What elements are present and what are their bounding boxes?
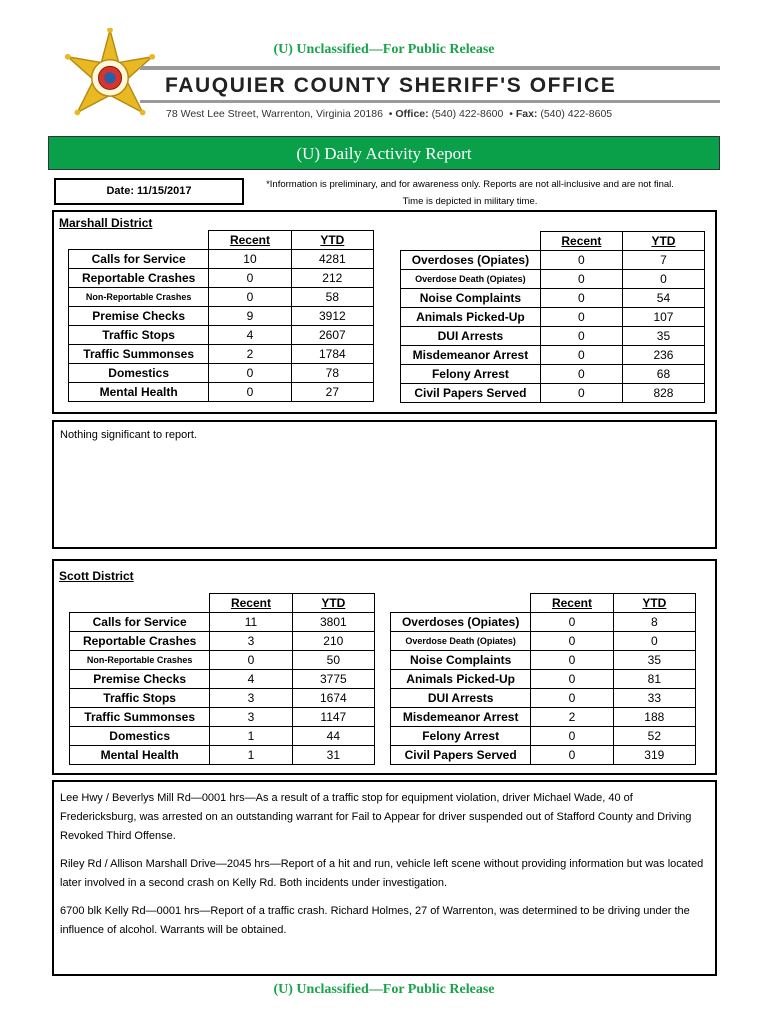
stat-ytd: 35 — [622, 327, 704, 346]
recent-header: Recent — [540, 232, 622, 251]
stat-label: Traffic Stops — [69, 326, 209, 345]
stat-recent: 3 — [210, 632, 292, 651]
header-rule-bottom — [140, 100, 720, 103]
stat-label: Overdoses (Opiates) — [391, 613, 531, 632]
stat-recent: 0 — [209, 269, 291, 288]
stat-recent: 0 — [540, 270, 622, 289]
table-row — [391, 670, 696, 689]
office-label: Office: — [395, 108, 429, 120]
table-row — [401, 308, 705, 327]
header-blank-cell — [70, 594, 210, 613]
stat-recent: 0 — [209, 288, 291, 307]
stat-recent: 0 — [540, 327, 622, 346]
recent-header: Recent — [531, 594, 613, 613]
disclaimer — [240, 176, 700, 210]
stat-recent: 1 — [210, 727, 292, 746]
stat-ytd: 1674 — [292, 689, 374, 708]
header-blank-cell — [69, 231, 209, 250]
table-row — [69, 250, 374, 269]
stat-recent: 0 — [540, 346, 622, 365]
stat-ytd: 2607 — [291, 326, 373, 345]
table-row — [69, 364, 374, 383]
stat-ytd: 7 — [622, 251, 704, 270]
stat-label: Civil Papers Served — [401, 384, 541, 403]
stat-label: Misdemeanor Arrest — [401, 346, 541, 365]
stat-ytd: 1784 — [291, 345, 373, 364]
sheriff-star-badge-icon — [62, 28, 158, 124]
stat-label: Traffic Summonses — [70, 708, 210, 727]
stat-recent: 0 — [531, 689, 613, 708]
scott-left-table — [69, 593, 375, 765]
table-row — [401, 251, 705, 270]
office-phone: (540) 422-8600 — [431, 108, 504, 120]
stat-ytd: 31 — [292, 746, 374, 765]
district-name: Marshall District — [59, 216, 153, 230]
stat-ytd: 68 — [622, 365, 704, 384]
stat-ytd: 44 — [292, 727, 374, 746]
table-row — [391, 632, 696, 651]
stat-ytd: 27 — [291, 383, 373, 402]
table-row — [391, 727, 696, 746]
stat-recent: 0 — [531, 613, 613, 632]
header-blank-cell — [391, 594, 531, 613]
stat-ytd: 35 — [613, 651, 695, 670]
marshall-right-table — [400, 231, 705, 403]
table-row — [70, 670, 375, 689]
stat-ytd: 4281 — [291, 250, 373, 269]
ytd-header: YTD — [622, 232, 704, 251]
table-row — [70, 613, 375, 632]
stat-recent: 0 — [540, 308, 622, 327]
stat-recent: 0 — [531, 727, 613, 746]
address: 78 West Lee Street, Warrenton, Virginia 20186 — [166, 108, 383, 120]
stat-ytd: 8 — [613, 613, 695, 632]
stat-ytd: 107 — [622, 308, 704, 327]
table-row — [391, 708, 696, 727]
stat-ytd: 50 — [292, 651, 374, 670]
stat-ytd: 58 — [291, 288, 373, 307]
stat-ytd: 52 — [613, 727, 695, 746]
stat-ytd: 212 — [291, 269, 373, 288]
stat-label: Overdose Death (Opiates) — [401, 270, 541, 289]
classification-top: (U) Unclassified—For Public Release — [273, 42, 495, 57]
scott-right-table — [390, 593, 696, 765]
stat-label: Premise Checks — [70, 670, 210, 689]
ytd-header: YTD — [613, 594, 695, 613]
marshall-narrative — [60, 426, 710, 454]
stat-recent: 0 — [210, 651, 292, 670]
stat-ytd: 236 — [622, 346, 704, 365]
table-row — [391, 746, 696, 765]
stat-recent: 0 — [540, 251, 622, 270]
table-row — [391, 613, 696, 632]
report-date: Date: 11/15/2017 — [54, 178, 244, 205]
stat-label: Traffic Stops — [70, 689, 210, 708]
stat-ytd: 1147 — [292, 708, 374, 727]
classification-bottom: (U) Unclassified—For Public Release — [273, 982, 495, 997]
table-header-row — [70, 594, 375, 613]
marshall-narrative-panel — [52, 420, 717, 549]
stat-label: Non-Reportable Crashes — [69, 288, 209, 307]
table-row — [69, 269, 374, 288]
table-row — [401, 327, 705, 346]
table-row — [69, 345, 374, 364]
table-row — [70, 746, 375, 765]
stat-ytd: 78 — [291, 364, 373, 383]
scott-stats-panel — [52, 559, 717, 775]
stat-recent: 10 — [209, 250, 291, 269]
stat-label: Noise Complaints — [391, 651, 531, 670]
stat-ytd: 33 — [613, 689, 695, 708]
table-row — [401, 270, 705, 289]
table-row — [401, 346, 705, 365]
stat-label: Felony Arrest — [391, 727, 531, 746]
recent-header: Recent — [209, 231, 291, 250]
ytd-header: YTD — [291, 231, 373, 250]
table-row — [70, 651, 375, 670]
table-row — [70, 708, 375, 727]
table-header-row — [401, 232, 705, 251]
stat-ytd: 3775 — [292, 670, 374, 689]
narrative-paragraph: Riley Rd / Allison Marshall Drive—2045 hrs—Report of a hit and run, vehicle left scene without providing information but was located later involved in a second crash on Kelly Rd. Both incidents under investigation. — [60, 858, 704, 889]
stat-label: DUI Arrests — [401, 327, 541, 346]
table-row — [69, 288, 374, 307]
table-row — [69, 307, 374, 326]
stat-label: Overdoses (Opiates) — [401, 251, 541, 270]
stat-ytd: 54 — [622, 289, 704, 308]
stat-label: Calls for Service — [70, 613, 210, 632]
org-name: FAUQUIER COUNTY SHERIFF'S OFFICE — [165, 74, 617, 97]
table-row — [70, 632, 375, 651]
stat-recent: 3 — [210, 689, 292, 708]
org-address-line: 78 West Lee Street, Warrenton, Virginia 20186 • Office: (540) 422-8600 • Fax: (540) 422-8605 — [166, 108, 613, 120]
table-row — [401, 365, 705, 384]
stat-recent: 0 — [209, 383, 291, 402]
stat-label: Domestics — [70, 727, 210, 746]
stat-label: Traffic Summonses — [69, 345, 209, 364]
stat-label: Animals Picked-Up — [391, 670, 531, 689]
header-blank-cell — [401, 232, 541, 251]
stat-label: Reportable Crashes — [70, 632, 210, 651]
narrative-paragraph: Nothing significant to report. — [60, 429, 197, 441]
stat-recent: 4 — [210, 670, 292, 689]
stat-recent: 0 — [531, 746, 613, 765]
stat-recent: 0 — [540, 365, 622, 384]
stat-recent: 3 — [210, 708, 292, 727]
stat-label: Misdemeanor Arrest — [391, 708, 531, 727]
stat-ytd: 828 — [622, 384, 704, 403]
table-header-row — [391, 594, 696, 613]
stat-label: Calls for Service — [69, 250, 209, 269]
table-row — [69, 383, 374, 402]
stat-ytd: 3801 — [292, 613, 374, 632]
stat-recent: 4 — [209, 326, 291, 345]
district-name: Scott District — [59, 569, 134, 583]
stat-recent: 2 — [531, 708, 613, 727]
table-row — [401, 384, 705, 403]
stat-label: Overdose Death (Opiates) — [391, 632, 531, 651]
stat-label: Mental Health — [70, 746, 210, 765]
stat-ytd: 188 — [613, 708, 695, 727]
table-row — [70, 727, 375, 746]
stat-label: Felony Arrest — [401, 365, 541, 384]
stat-ytd: 210 — [292, 632, 374, 651]
fax-phone: (540) 422-8605 — [540, 108, 613, 120]
stat-label: Civil Papers Served — [391, 746, 531, 765]
fax-label: Fax: — [515, 108, 538, 120]
stat-label: Noise Complaints — [401, 289, 541, 308]
narrative-paragraph: 6700 blk Kelly Rd—0001 hrs—Report of a traffic crash. Richard Holmes, 27 of Warrenton, was determined to be driving under the influence of alcohol. Warrants will be obtained. — [60, 905, 690, 936]
stat-recent: 0 — [540, 384, 622, 403]
stat-recent: 0 — [540, 289, 622, 308]
table-row — [401, 289, 705, 308]
disclaimer-line-1: *Information is preliminary, and for awareness only. Reports are not all-inclusive and are not final. — [266, 179, 674, 190]
stat-ytd: 0 — [613, 632, 695, 651]
recent-header: Recent — [210, 594, 292, 613]
stat-recent: 0 — [531, 651, 613, 670]
ytd-header: YTD — [292, 594, 374, 613]
table-row — [391, 689, 696, 708]
stat-label: Non-Reportable Crashes — [70, 651, 210, 670]
scott-narrative — [60, 789, 710, 949]
stat-recent: 0 — [531, 632, 613, 651]
stat-label: Animals Picked-Up — [401, 308, 541, 327]
stat-recent: 1 — [210, 746, 292, 765]
stat-label: Mental Health — [69, 383, 209, 402]
table-row — [69, 326, 374, 345]
stat-recent: 9 — [209, 307, 291, 326]
stat-ytd: 81 — [613, 670, 695, 689]
stat-recent: 0 — [531, 670, 613, 689]
narrative-paragraph: Lee Hwy / Beverlys Mill Rd—0001 hrs—As a result of a traffic stop for equipment violation, driver Michael Wade, 40 of Fredericksburg, was arrested on an outstanding warrant for Fail to Appear for driver suspended out of Stafford County and Driving Revoked Third Offense. — [60, 792, 692, 842]
stat-recent: 11 — [210, 613, 292, 632]
stat-label: Premise Checks — [69, 307, 209, 326]
stat-label: DUI Arrests — [391, 689, 531, 708]
stat-recent: 2 — [209, 345, 291, 364]
stat-label: Domestics — [69, 364, 209, 383]
table-header-row — [69, 231, 374, 250]
marshall-left-table — [68, 230, 374, 402]
table-row — [70, 689, 375, 708]
stat-ytd: 319 — [613, 746, 695, 765]
stat-ytd: 3912 — [291, 307, 373, 326]
marshall-stats-panel — [52, 210, 717, 414]
stat-ytd: 0 — [622, 270, 704, 289]
stat-label: Reportable Crashes — [69, 269, 209, 288]
header-rule-top — [140, 66, 720, 70]
table-row — [391, 651, 696, 670]
stat-recent: 0 — [209, 364, 291, 383]
scott-narrative-panel — [52, 780, 717, 976]
report-title: (U) Daily Activity Report — [48, 136, 720, 170]
disclaimer-line-2: Time is depicted in military time. — [402, 196, 538, 207]
